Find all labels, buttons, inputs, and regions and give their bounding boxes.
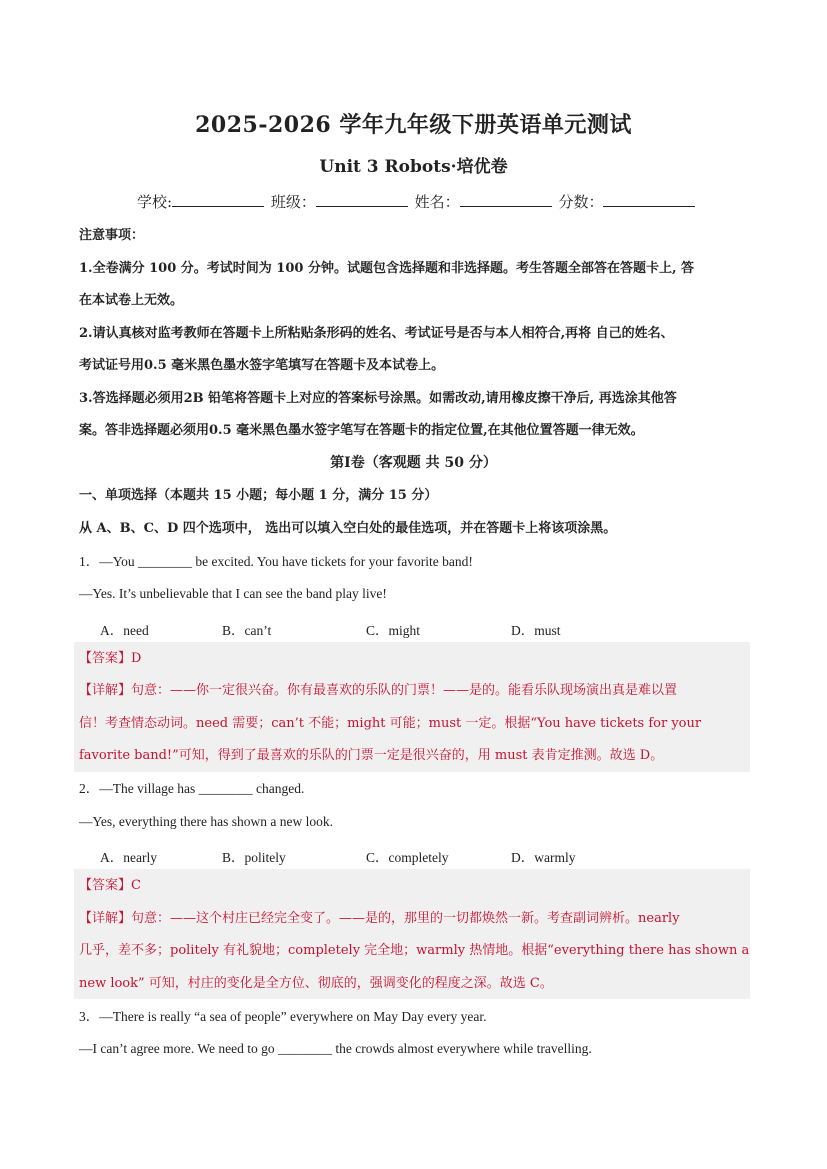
school-label: 学校:	[137, 193, 173, 211]
question-3-line-1: 3．—There is really “a sea of people” everywhere on May Day every year.	[79, 1009, 487, 1024]
answer-1: 【答案】D	[79, 651, 142, 666]
option-c[interactable]: C．might	[366, 623, 421, 638]
explanation-1-line: 信！考查情态动词。need 需要；can’t 不能；might 可能；must 一定。根据“You have tickets for your	[79, 716, 702, 731]
question-1-line-2: —Yes. It’s unbelievable that I can see the band play live!	[79, 586, 387, 601]
answer-2: 【答案】C	[79, 878, 141, 893]
page-title: 2025-2026 学年九年级下册英语单元测试	[195, 112, 632, 138]
option-d[interactable]: D．must	[511, 623, 561, 638]
option-c[interactable]: C．completely	[366, 850, 449, 865]
school-blank[interactable]	[172, 192, 264, 207]
section-instruction: 从 A、B、C、D 四个选项中， 选出可以填入空白处的最佳选项，并在答题卡上将该项涂黑。	[79, 521, 617, 536]
notice-line: 3.答选择题必须用2B 铅笔将答题卡上对应的答案标号涂黑。如需改动,请用橡皮擦干净后, 再选涂其他答	[79, 391, 677, 406]
option-a[interactable]: A．nearly	[100, 850, 157, 865]
class-label: 班级：	[270, 193, 316, 211]
notice-heading: 注意事项：	[79, 228, 145, 243]
explanation-1-line: favorite band!”可知，得到了最喜欢的乐队的门票一定是很兴奋的，用 must 表肯定推测。故选 D。	[79, 748, 664, 763]
notice-line: 考试证号用0.5 毫米黑色墨水签字笔填写在答题卡及本试卷上。	[79, 358, 445, 373]
notice-line: 在本试卷上无效。	[79, 293, 184, 308]
question-2-line-1: 2．—The village has ________ changed.	[79, 781, 305, 796]
explanation-2-line: 【详解】句意：——这个村庄已经完全变了。——是的，那里的一切都焕然一新。考查副词辨析。nearly	[79, 911, 680, 926]
section-heading: 一、单项选择（本题共 15 小题；每小题 1 分，满分 15 分）	[79, 488, 438, 503]
option-b[interactable]: B．politely	[222, 850, 286, 865]
score-blank[interactable]	[603, 192, 695, 207]
score-label: 分数：	[558, 193, 604, 211]
option-d[interactable]: D．warmly	[511, 850, 576, 865]
part-title: 第Ⅰ卷（客观题 共 50 分）	[330, 455, 497, 471]
notice-line: 2.请认真核对监考教师在答题卡上所粘贴条形码的姓名、考试证号是否与本人相符合,再将 自己的姓名、	[79, 326, 674, 341]
explanation-2-line: 几乎，差不多；politely 有礼貌地；completely 完全地；warmly 热情地。根据“everything there has shown a	[79, 943, 750, 958]
name-label: 姓名：	[414, 193, 460, 211]
option-b[interactable]: B．can’t	[222, 623, 272, 638]
notice-line: 1.全卷满分 100 分。考试时间为 100 分钟。试题包含选择题和非选择题。考生答题全部答在答题卡上, 答	[79, 261, 694, 276]
explanation-1-line: 【详解】句意：——你一定很兴奋。你有最喜欢的乐队的门票！——是的。能看乐队现场演出真是难以置	[79, 683, 678, 698]
student-info-fields	[137, 191, 697, 212]
question-3-line-2: —I can’t agree more. We need to go ________ the crowds almost everywhere while travelling.	[79, 1041, 592, 1056]
notice-line: 案。答非选择题必须用0.5 毫米黑色墨水签字笔写在答题卡的指定位置,在其他位置答题一律无效。	[79, 423, 644, 438]
name-blank[interactable]	[460, 192, 552, 207]
explanation-2-line: new look” 可知，村庄的变化是全方位、彻底的，强调变化的程度之深。故选 C。	[79, 976, 553, 991]
class-blank[interactable]	[316, 192, 408, 207]
option-a[interactable]: A．need	[100, 623, 149, 638]
question-1-line-1: 1．—You ________ be excited. You have tickets for your favorite band!	[79, 554, 473, 569]
question-2-line-2: —Yes, everything there has shown a new look.	[79, 814, 333, 829]
page-subtitle: Unit 3 Robots·培优卷	[319, 157, 508, 177]
